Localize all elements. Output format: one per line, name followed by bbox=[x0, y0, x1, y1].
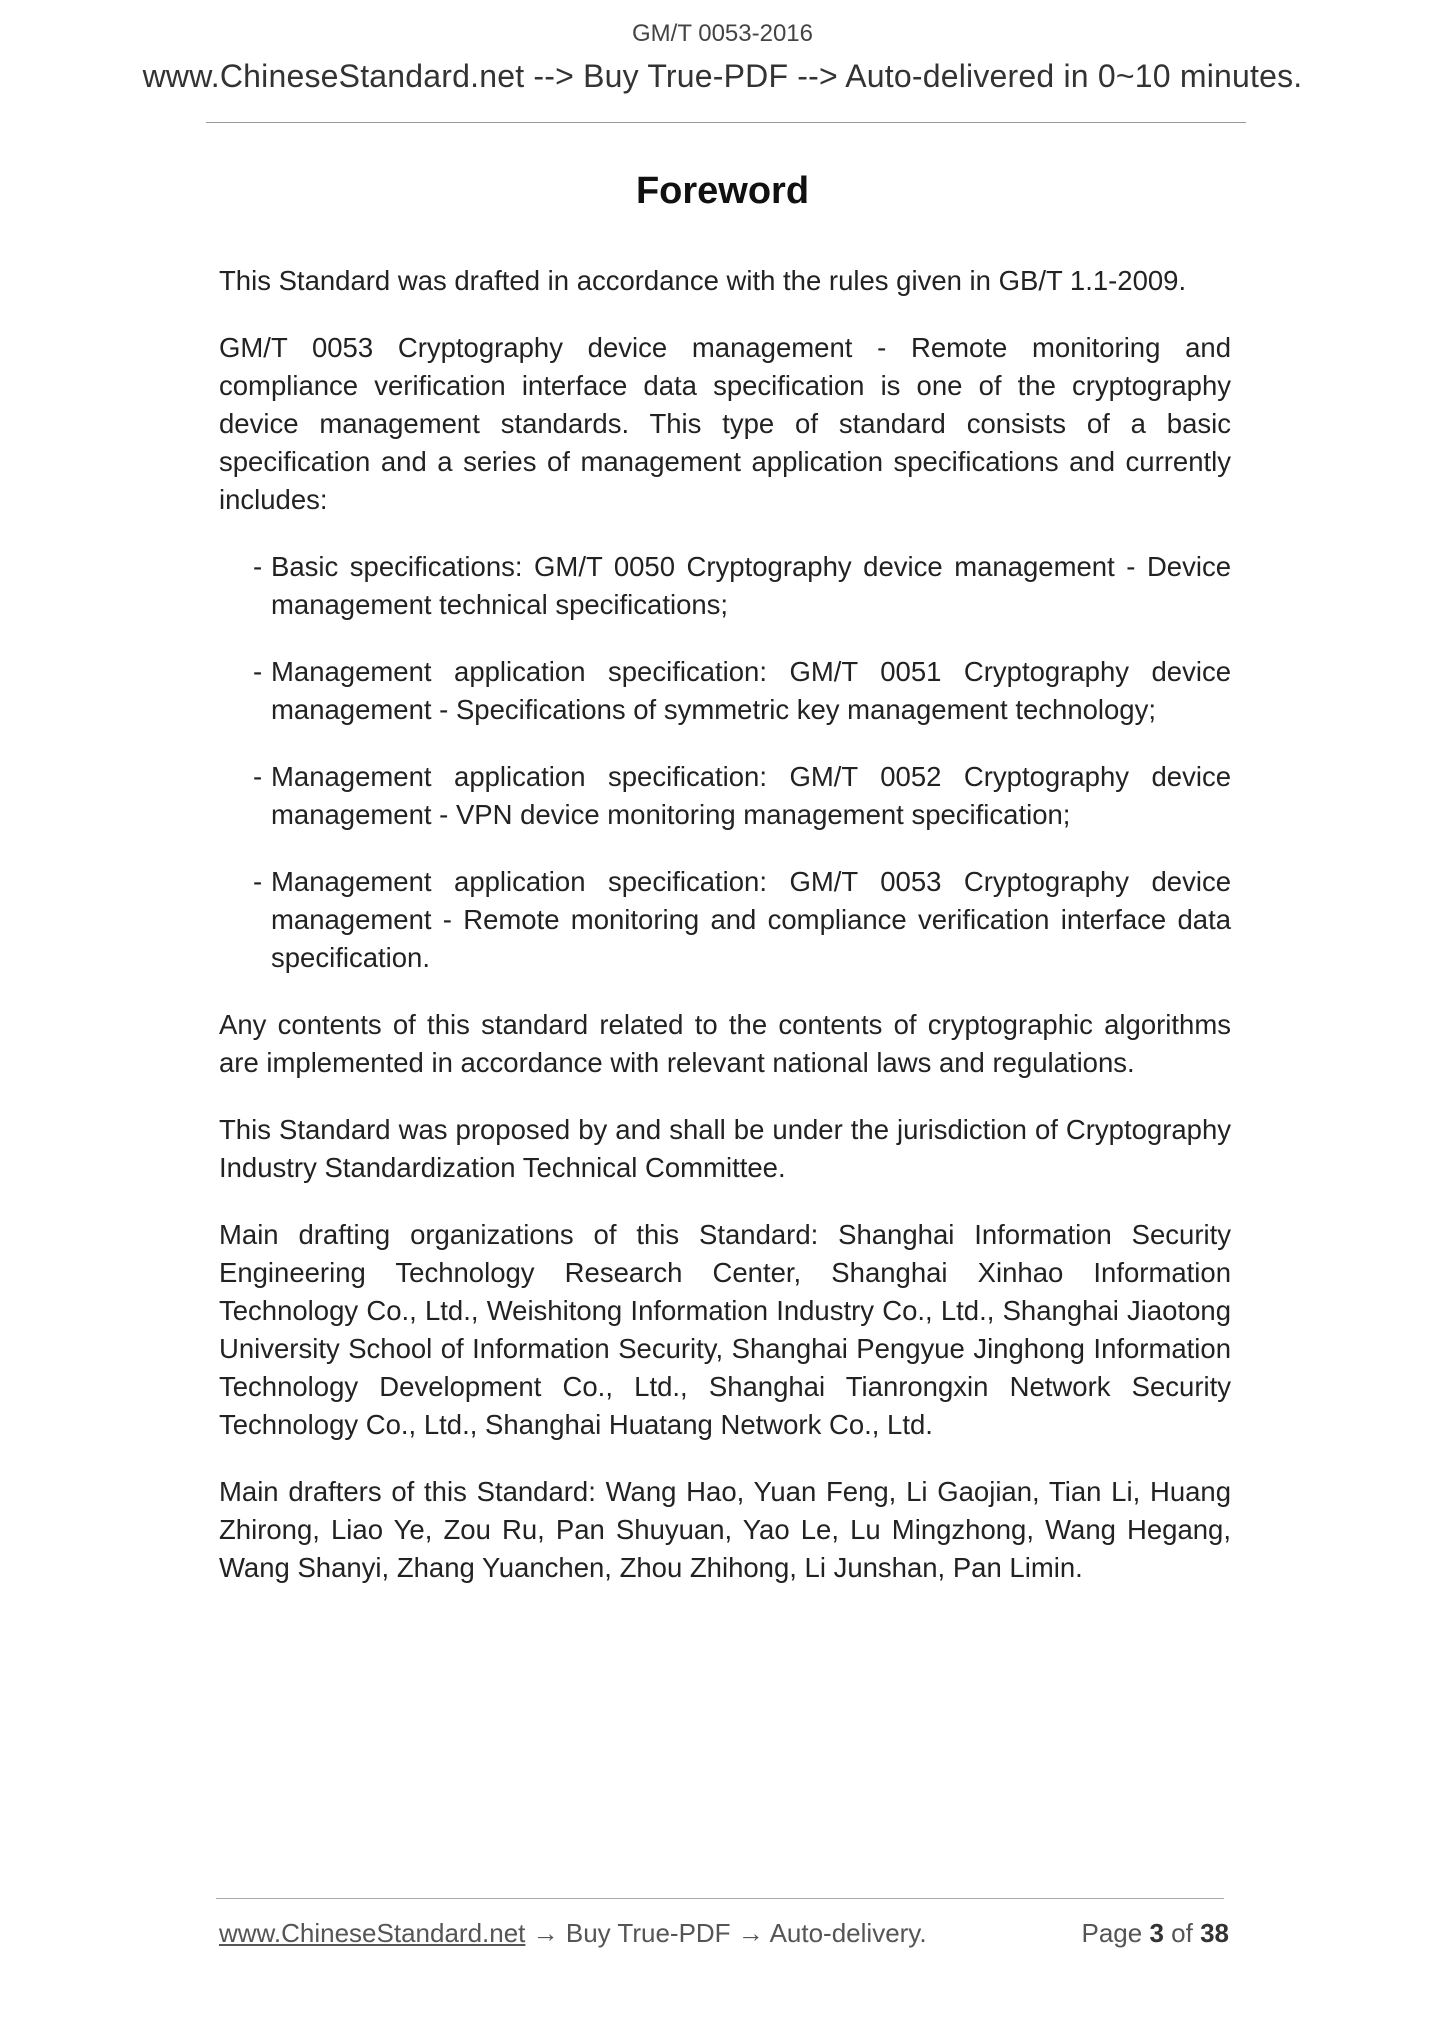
paragraph-drafting-rules: This Standard was drafted in accordance with the rules given in GB/T 1.1-2009. bbox=[219, 265, 1187, 296]
current-page: 3 bbox=[1149, 1918, 1164, 1948]
standards-list bbox=[219, 548, 1231, 977]
list-item-text: Management application specification: GM/T 0053 Cryptography device management - Remote monitoring and compliance verification interface data specification. bbox=[271, 866, 1231, 973]
list-item bbox=[253, 548, 1231, 624]
list-item bbox=[253, 758, 1231, 834]
list-item bbox=[253, 653, 1231, 729]
header-standard-code: GM/T 0053-2016 bbox=[632, 20, 813, 47]
bullet-dash: - bbox=[253, 866, 263, 897]
page-header bbox=[0, 58, 1445, 95]
header-banner: www.ChineseStandard.net --> Buy True-PDF --> Auto-delivered in 0~10 minutes. bbox=[142, 58, 1303, 94]
paragraph-jurisdiction: This Standard was proposed by and shall be under the jurisdiction of Cryptography Industry Standardization Technical Committee. bbox=[219, 1114, 1231, 1183]
list-item bbox=[253, 863, 1231, 977]
page-label: Page bbox=[1081, 1918, 1143, 1948]
of-label: of bbox=[1171, 1918, 1193, 1948]
footer-promo bbox=[219, 1918, 927, 1949]
bullet-dash: - bbox=[253, 656, 263, 687]
list-item-text: Basic specifications: GM/T 0050 Cryptography device management - Device management technical specifications; bbox=[271, 551, 1231, 620]
paragraph-cryptographic-algorithms: Any contents of this standard related to the contents of cryptographic algorithms are implemented in accordance with relevant national laws and regulations. bbox=[219, 1009, 1231, 1078]
list-item-text: Management application specification: GM/T 0052 Cryptography device management - VPN device monitoring management specification; bbox=[271, 761, 1231, 830]
footer-divider bbox=[216, 1898, 1224, 1899]
paragraph-standard-scope: GM/T 0053 Cryptography device management - Remote monitoring and compliance verification interface data specification is one of the cryptography device management standards. This type of standard consists of a basic specification and a series of management application specifications and currently includes: bbox=[219, 332, 1231, 515]
footer-site-link[interactable]: www.ChineseStandard.net bbox=[219, 1918, 526, 1948]
total-pages: 38 bbox=[1200, 1918, 1229, 1948]
foreword-body bbox=[219, 262, 1231, 1616]
paragraph-drafters: Main drafters of this Standard: Wang Hao, Yuan Feng, Li Gaojian, Tian Li, Huang Zhirong, Liao Ye, Zou Ru, Pan Shuyuan, Yao Le, Lu Mingzhong, Wang Hegang, Wang Shanyi, Zhang Yuanchen, Zhou Zhihong, Li Junshan, Pan Limin. bbox=[219, 1476, 1231, 1583]
page-number bbox=[1081, 1918, 1229, 1949]
bullet-dash: - bbox=[253, 551, 263, 582]
page-title: Foreword bbox=[635, 170, 810, 212]
header-divider bbox=[206, 122, 1246, 123]
list-item-text: Management application specification: GM/T 0051 Cryptography device management - Specifications of symmetric key management technology; bbox=[271, 656, 1231, 725]
bullet-dash: - bbox=[253, 761, 263, 792]
paragraph-drafting-organizations: Main drafting organizations of this Standard: Shanghai Information Security Engineering Technology Research Center, Shanghai Xinhao Information Technology Co., Ltd., Weishitong Information Industry Co., Ltd., Shanghai Jiaotong University School of Information Security, Shanghai Pengyue Jinghong Information Technology Development Co., Ltd., Shanghai Tianrongxin Network Security Technology Co., Ltd., Shanghai Huatang Network Co., Ltd. bbox=[219, 1219, 1231, 1440]
footer-promo-text: → Buy True-PDF → Auto-delivery. bbox=[525, 1918, 927, 1948]
